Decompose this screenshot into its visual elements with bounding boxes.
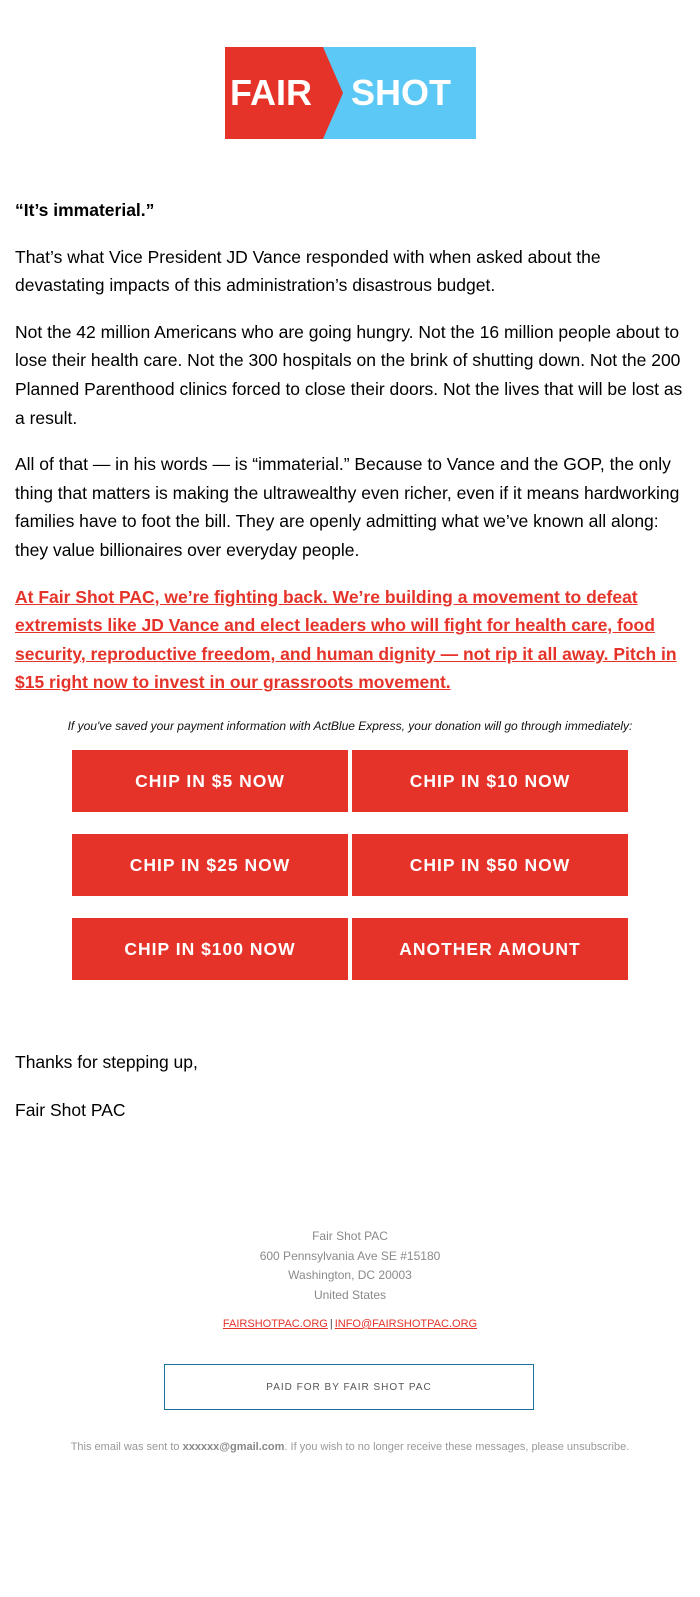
footer-country: United States (313, 1287, 387, 1302)
logo-word-right: SHOT (351, 72, 452, 113)
chip-in-25-button[interactable]: CHIP IN $25 NOW (72, 834, 348, 896)
body-paragraph-1: That’s what Vice President JD Vance responded with when asked about the devastating impacts of this administration’s disastrous budget. (15, 246, 601, 296)
footer-org: Fair Shot PAC (312, 1229, 388, 1243)
footer-email-link[interactable]: INFO@FAIRSHOTPAC.ORG (334, 1318, 478, 1330)
logo-word-left: FAIR (230, 72, 313, 113)
chip-in-100-button[interactable]: CHIP IN $100 NOW (72, 918, 348, 980)
unsubscribe-notice (0, 1441, 700, 1453)
footer-street: 600 Pennsylvania Ave SE #15180 (259, 1248, 441, 1263)
footer-city: Washington, DC 20003 (288, 1268, 412, 1282)
actblue-express-note: If you've saved your payment information with ActBlue Express, your donation will go through immediately: (67, 719, 633, 733)
email-body (15, 196, 687, 715)
another-amount-button[interactable]: ANOTHER AMOUNT (352, 918, 628, 980)
signoff-thanks: Thanks for stepping up, (15, 1052, 198, 1072)
chip-in-50-button[interactable]: CHIP IN $50 NOW (352, 834, 628, 896)
signoff-name: Fair Shot PAC (15, 1100, 126, 1120)
body-paragraph-3: All of that — in his words — is “immaterial.” Because to Vance and the GOP, the only thing that matters is making the ultrawealthy even richer, even if it means hardworking families have to foot the bill. They are openly admitting what we’ve known all along: they value billionaires over everyday people. (15, 454, 680, 560)
logo-graphic (225, 47, 476, 139)
paid-for-box: PAID FOR BY FAIR SHOT PAC (164, 1364, 534, 1410)
footer-links (0, 1318, 700, 1330)
unsub-prefix: This email was sent to (70, 1441, 183, 1453)
chip-in-5-button[interactable]: CHIP IN $5 NOW (72, 750, 348, 812)
chip-in-10-button[interactable]: CHIP IN $10 NOW (352, 750, 628, 812)
recipient-email: xxxxxx@gmail.com (182, 1441, 285, 1453)
lead-quote: “It’s immaterial.” (15, 200, 155, 220)
footer-site-link[interactable]: FAIRSHOTPAC.ORG (222, 1318, 328, 1330)
body-paragraph-2: Not the 42 million Americans who are going hungry. Not the 16 million people about to lose their health care. Not the 300 hospitals on the brink of shutting down. Not the 200 Planned Parenthood clinics forced to close their doors. Not the lives that will be lost as a result. (15, 321, 683, 428)
footer-link-separator: | (329, 1318, 333, 1330)
fair-shot-logo[interactable] (225, 47, 476, 139)
footer-address (0, 1227, 700, 1305)
unsub-suffix[interactable]: . If you wish to no longer receive these messages, please unsubscribe. (284, 1441, 630, 1453)
cta-donate-link[interactable]: At Fair Shot PAC, we’re fighting back. We’re building a movement to defeat extremists like JD Vance and elect leaders who will fight for health care, food security, reproductive freedom, and human dignity — not rip it all away. Pitch in $15 right now to invest in our grassroots movement. (15, 586, 677, 693)
